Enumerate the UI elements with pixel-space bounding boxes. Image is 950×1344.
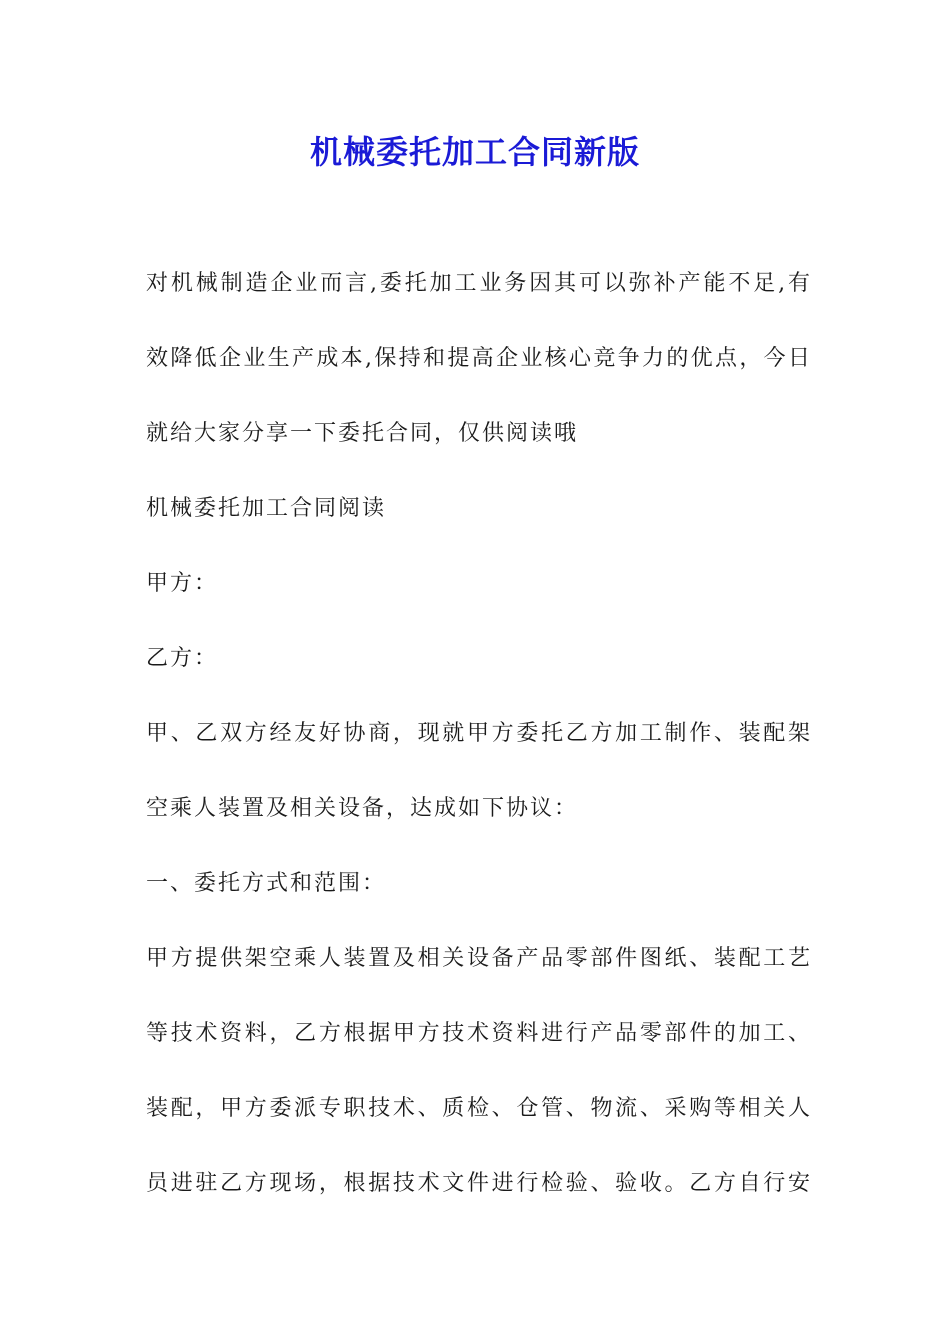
party-a-label: 甲方： xyxy=(146,571,219,596)
section-heading: 机械委托加工合同阅读 xyxy=(146,496,387,521)
paragraph-line: 甲、乙双方经友好协商，现就甲方委托乙方加工制作、装配架 xyxy=(146,721,810,746)
paragraph-line: 员进驻乙方现场，根据技术文件进行检验、验收。乙方自行安 xyxy=(146,1171,810,1196)
paragraph-line: 就给大家分享一下委托合同，仅供阅读哦 xyxy=(146,421,579,446)
document-title: 机械委托加工合同新版 xyxy=(309,133,640,171)
party-b-label: 乙方： xyxy=(146,646,219,671)
paragraph-line: 等技术资料，乙方根据甲方技术资料进行产品零部件的加工、 xyxy=(146,1021,810,1046)
paragraph-line: 效降低企业生产成本,保持和提高企业核心竞争力的优点，今日 xyxy=(146,346,810,371)
clause-heading: 一、委托方式和范围： xyxy=(146,871,387,896)
paragraph-line: 甲方提供架空乘人装置及相关设备产品零部件图纸、装配工艺 xyxy=(146,946,810,971)
paragraph-line: 装配，甲方委派专职技术、质检、仓管、物流、采购等相关人 xyxy=(146,1096,810,1121)
paragraph-line: 对机械制造企业而言,委托加工业务因其可以弥补产能不足,有 xyxy=(146,271,810,296)
paragraph-line: 空乘人装置及相关设备，达成如下协议： xyxy=(146,796,579,821)
